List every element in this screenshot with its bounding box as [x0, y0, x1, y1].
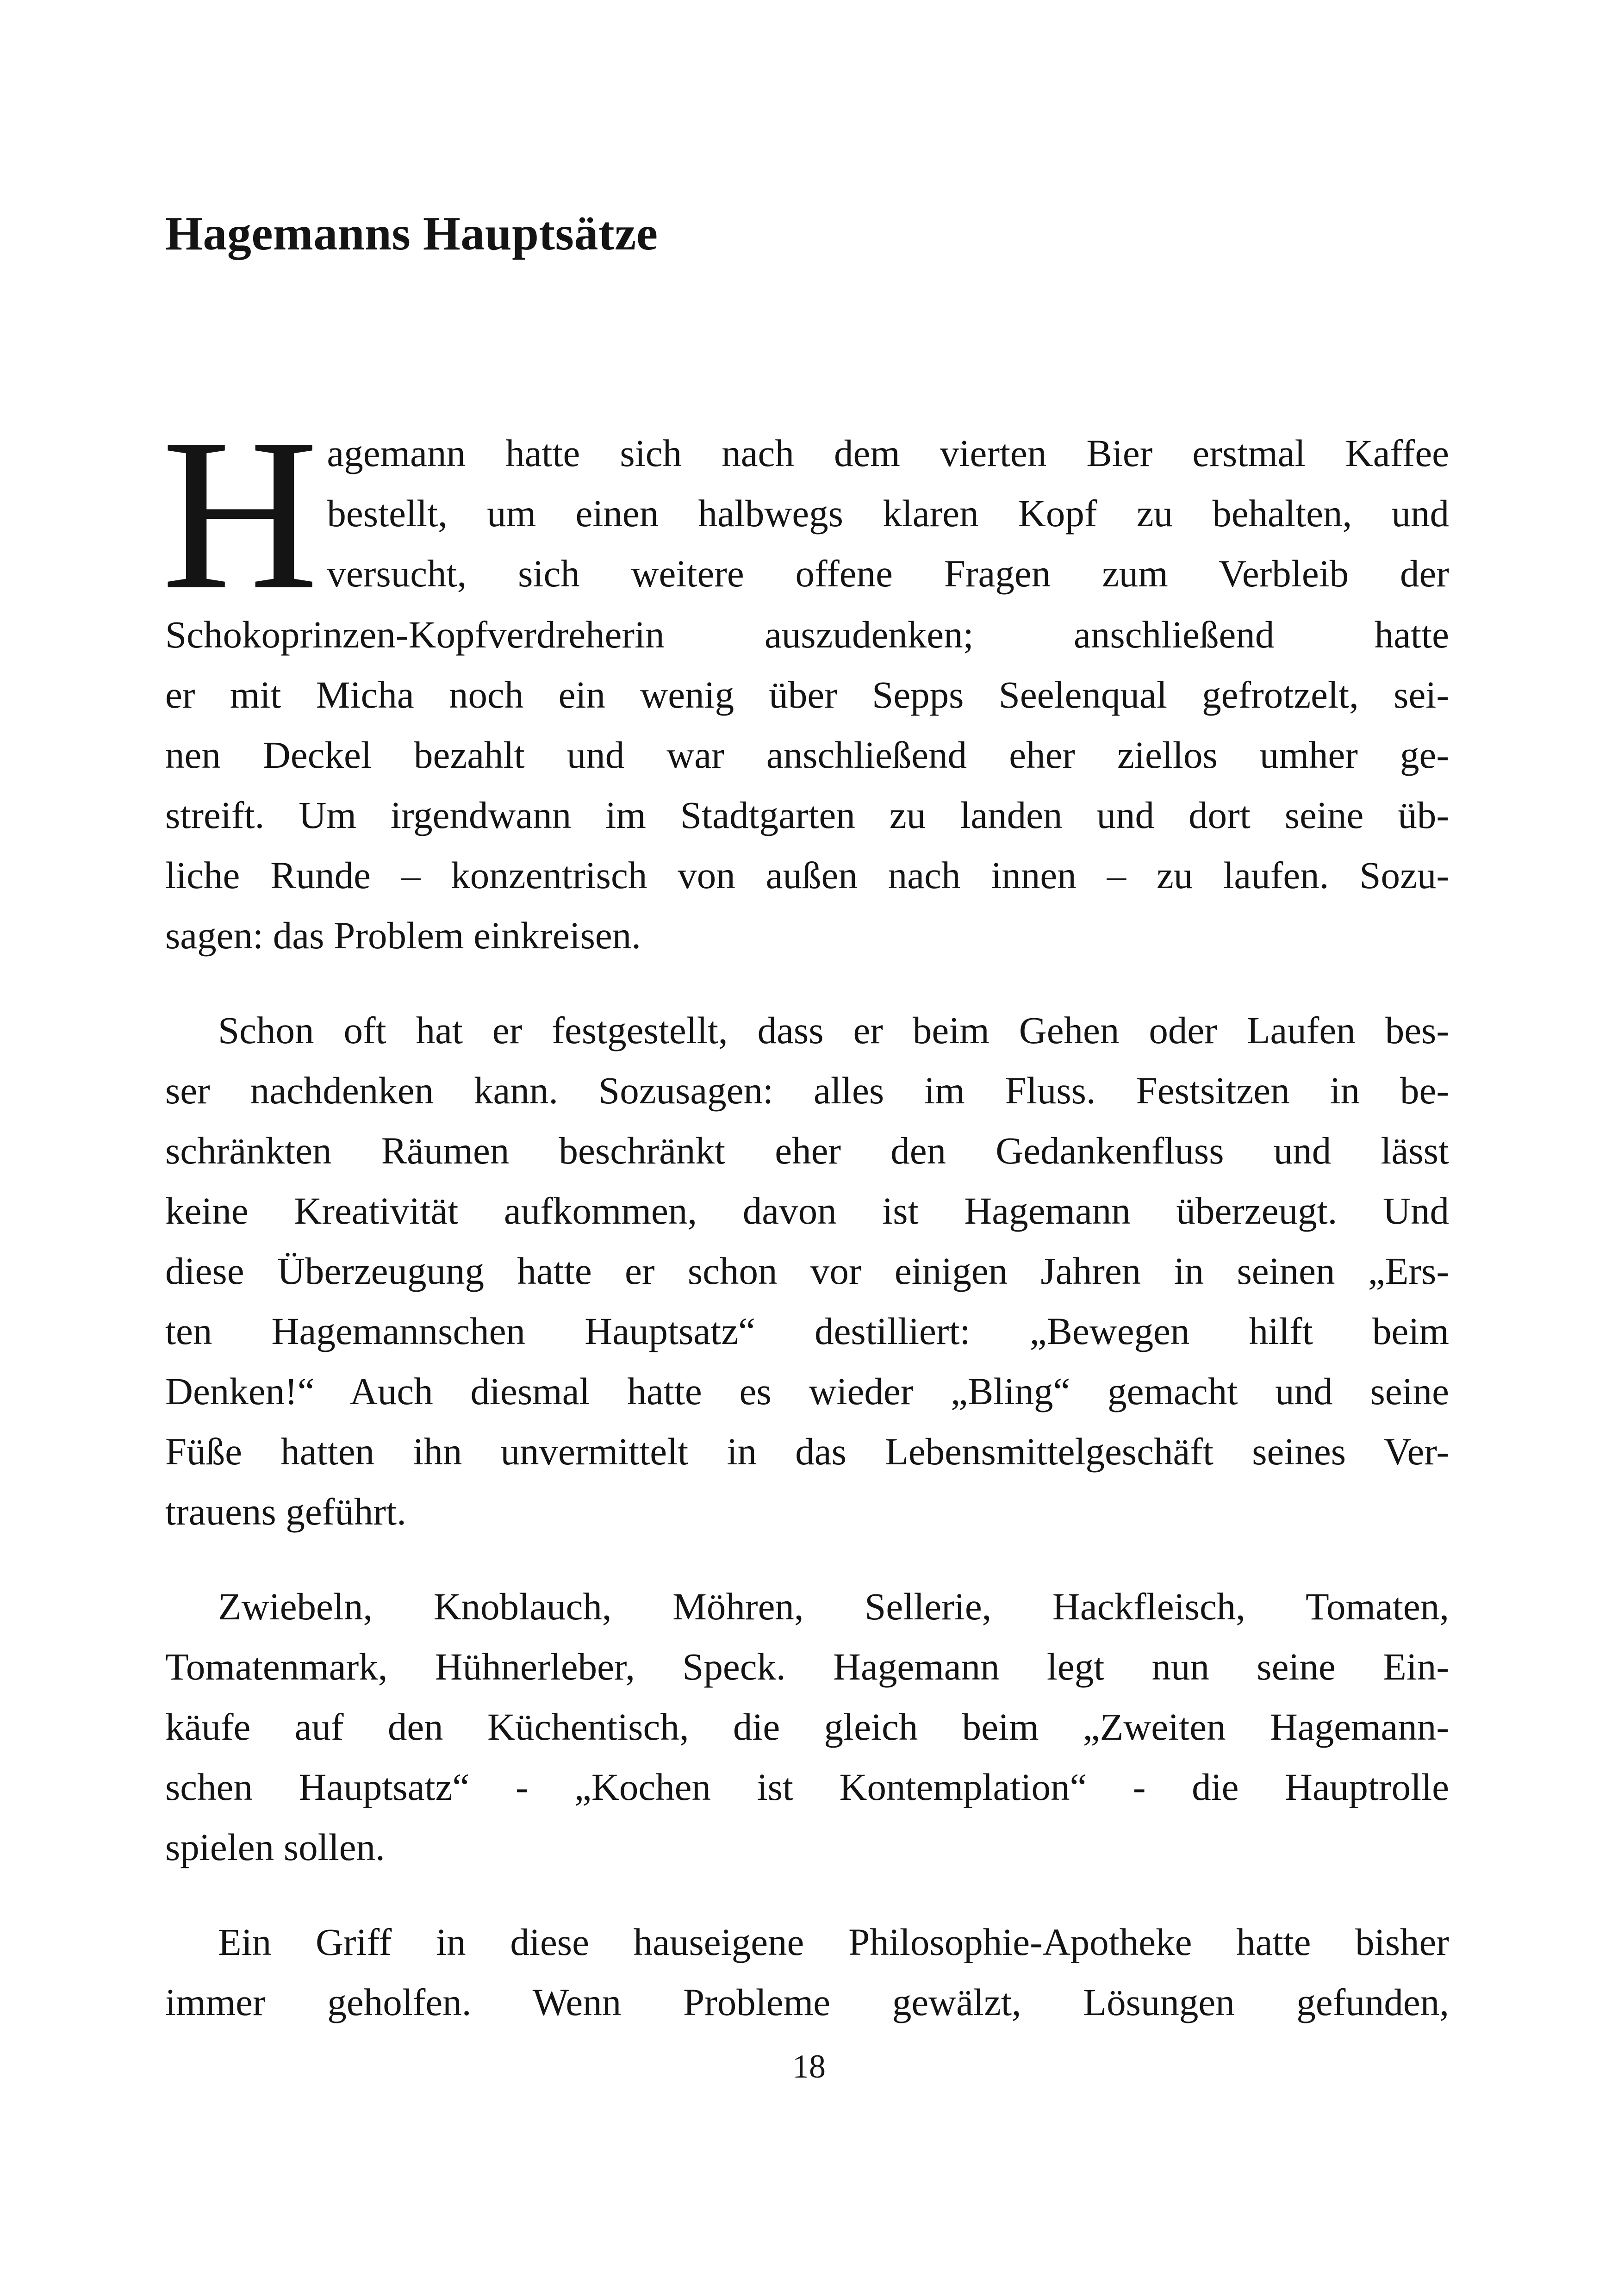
text-line: schränkten Räumen beschränkt eher den Gedankenfluss und lässt	[165, 1129, 1449, 1172]
text-line: sagen: das Problem einkreisen.	[165, 914, 641, 957]
text-line: spielen sollen.	[165, 1826, 385, 1868]
text-line: nen Deckel bezahlt und war anschließend eher ziellos umher ge-	[165, 734, 1449, 776]
paragraph-2	[165, 1000, 1449, 1542]
text-line: streift. Um irgendwann im Stadtgarten zu landen und dort seine üb-	[165, 794, 1449, 836]
text-line: diese Überzeugung hatte er schon vor einigen Jahren in seinen „Ers-	[165, 1250, 1449, 1292]
text-line: Zwiebeln, Knoblauch, Möhren, Sellerie, Hackfleisch, Tomaten,	[218, 1585, 1449, 1628]
text-line: ser nachdenken kann. Sozusagen: alles im Fluss. Festsitzen in be-	[165, 1069, 1449, 1112]
text-line: trauens geführt.	[165, 1490, 406, 1533]
text-line: immer geholfen. Wenn Probleme gewälzt, Lösungen gefunden,	[165, 1981, 1449, 2023]
text-line: Tomatenmark, Hühnerleber, Speck. Hagemann legt nun seine Ein-	[165, 1645, 1449, 1688]
chapter-title: Hagemanns Hauptsätze	[165, 207, 658, 260]
text-line: er mit Micha noch ein wenig über Sepps Seelenqual gefrotzelt, sei-	[165, 673, 1449, 716]
text-line: keine Kreativität aufkommen, davon ist Hagemann überzeugt. Und	[165, 1189, 1449, 1232]
text-line: agemann hatte sich nach dem vierten Bier erstmal Kaffee	[327, 432, 1449, 474]
text-line: ten Hagemannschen Hauptsatz“ destilliert: „Bewegen hilft beim	[165, 1310, 1449, 1352]
drop-cap: H	[162, 393, 319, 635]
paragraph-1	[162, 393, 1449, 965]
text-line: bestellt, um einen halbwegs klaren Kopf zu behalten, und	[327, 492, 1449, 535]
text-line: Füße hatten ihn unvermittelt in das Lebensmittelgeschäft seines Ver-	[165, 1430, 1449, 1473]
text-line: käufe auf den Küchentisch, die gleich beim „Zweiten Hagemann-	[165, 1705, 1449, 1748]
text-line: schen Hauptsatz“ - „Kochen ist Kontemplation“ - die Hauptrolle	[165, 1766, 1449, 1808]
text-line: Schokoprinzen-Kopfverdreherin auszudenken; anschließend hatte	[165, 613, 1449, 656]
paragraph-4	[165, 1912, 1449, 2032]
page-number: 18	[792, 2048, 826, 2085]
text-line: versucht, sich weitere offene Fragen zum Verbleib der	[327, 552, 1449, 595]
paragraph-3	[165, 1576, 1449, 1877]
text-line: liche Runde – konzentrisch von außen nach innen – zu laufen. Sozu-	[165, 854, 1449, 896]
text-line: Schon oft hat er festgestellt, dass er beim Gehen oder Laufen bes-	[218, 1009, 1449, 1052]
body-text	[162, 393, 1449, 2032]
text-line: Denken!“ Auch diesmal hatte es wieder „Bling“ gemacht und seine	[165, 1370, 1449, 1412]
text-line: Ein Griff in diese hauseigene Philosophie-Apotheke hatte bisher	[218, 1921, 1449, 1963]
